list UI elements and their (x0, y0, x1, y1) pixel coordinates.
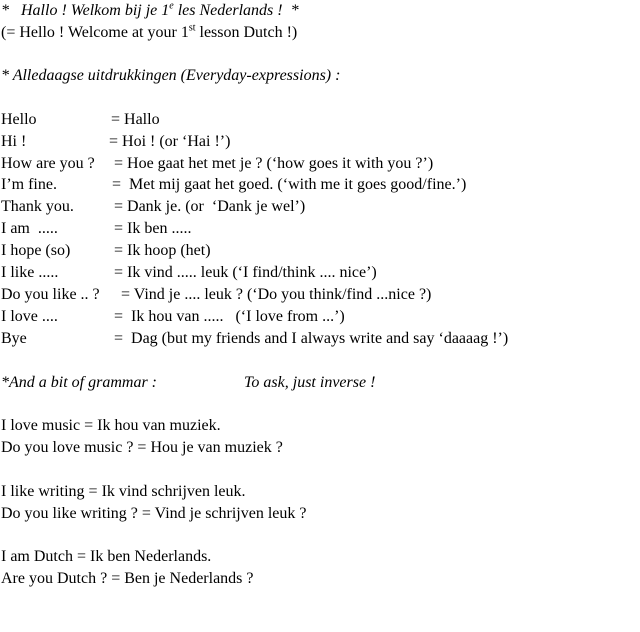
example-line: Do you love music ? = Hou je van muziek ? (1, 439, 283, 456)
title-dutch-suffix: les Nederlands ! * (173, 2, 299, 19)
expression-nl: = Ik ben ..... (114, 220, 192, 237)
example-line: I am Dutch = Ik ben Nederlands. (1, 548, 212, 565)
title-english-sup: st (188, 22, 196, 34)
expression-en: Hello (1, 111, 37, 128)
example-line: I love music = Ik hou van muziek. (1, 417, 221, 434)
expression-nl: = Ik vind ..... leuk (‘I find/think .... nice’) (114, 264, 377, 281)
expression-nl: = Met mij gaat het goed. (‘with me it goes good/fine.’) (112, 176, 467, 193)
title-dutch (1, 1, 299, 21)
expression-en: I’m fine. (1, 176, 57, 193)
expression-en: I love .... (1, 308, 58, 325)
example-line: I like writing = Ik vind schrijven leuk. (1, 483, 246, 500)
expression-en: Thank you. (1, 198, 74, 215)
expression-nl: = Hoe gaat het met je ? (‘how goes it with you ?’) (114, 155, 434, 172)
expression-en: Hi ! (1, 133, 27, 150)
expression-nl: = Dag (but my friends and I always write and say ‘daaaag !’) (114, 330, 509, 347)
title-english-prefix: (= Hello ! Welcome at your 1 (1, 24, 189, 41)
expression-en: Do you like .. ? (1, 286, 100, 303)
expression-nl: = Ik hou van ..... (‘I love from ...’) (114, 308, 345, 325)
expression-nl: = Ik hoop (het) (114, 242, 211, 259)
title-english-suffix: lesson Dutch !) (195, 24, 298, 41)
expression-en: I like ..... (1, 264, 59, 281)
expression-en: How are you ? (1, 155, 95, 172)
title-dutch-sup: e (169, 0, 174, 12)
expression-nl: = Hoi ! (or ‘Hai !’) (109, 133, 231, 150)
expression-nl: = Hallo (111, 111, 160, 128)
everyday-heading: * Alledaagse uitdrukkingen (Everyday-expressions) : (1, 67, 341, 84)
example-line: Do you like writing ? = Vind je schrijven leuk ? (1, 505, 307, 522)
grammar-tip: To ask, just inverse ! (244, 374, 376, 391)
title-english (1, 23, 297, 43)
expression-en: I hope (so) (1, 242, 71, 259)
expression-en: Bye (1, 330, 27, 347)
expression-nl: = Vind je .... leuk ? (‘Do you think/find ...nice ?) (121, 286, 432, 303)
example-line: Are you Dutch ? = Ben je Nederlands ? (1, 570, 254, 587)
grammar-heading: *And a bit of grammar : (1, 374, 157, 391)
title-dutch-prefix: * Hallo ! Welkom bij je 1 (1, 2, 170, 19)
expression-nl: = Dank je. (or ‘Dank je wel’) (114, 198, 306, 215)
expression-en: I am ..... (1, 220, 58, 237)
